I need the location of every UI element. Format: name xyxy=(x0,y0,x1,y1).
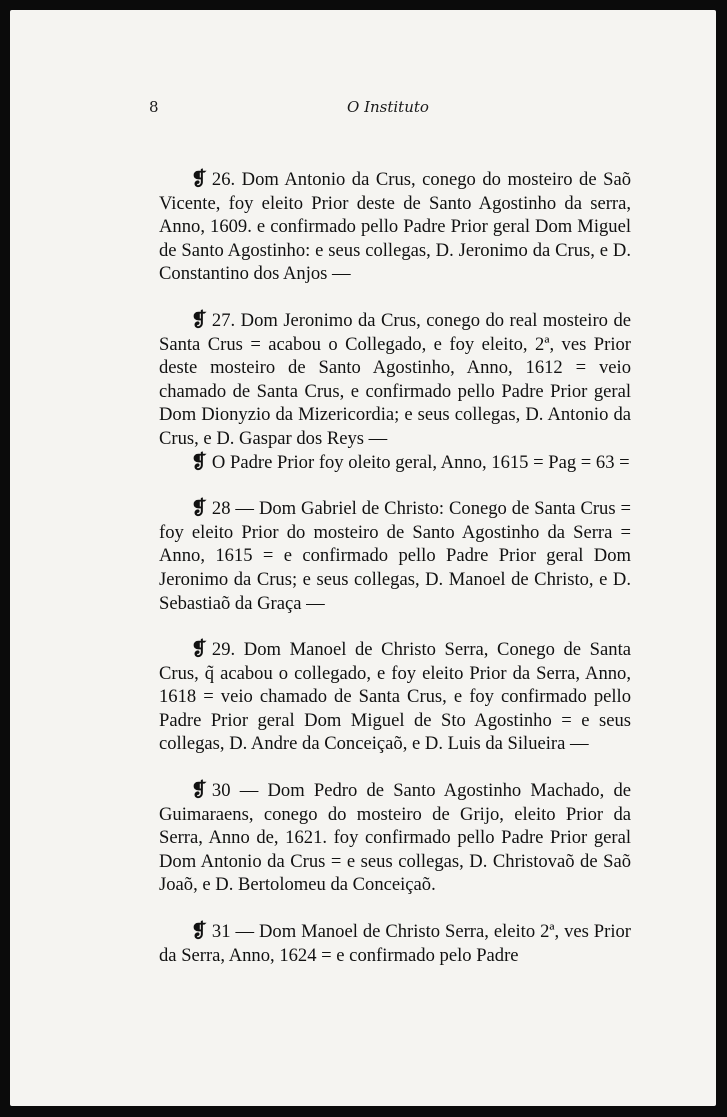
entry-text: 28 — Dom Gabriel de Christo: Conego de Santa Crus = foy eleito Prior do mosteiro de Santo Agostinho da Serra = Anno, 1615 = e confirmado pello Padre Prior geral Dom Jeronimo da Crus; e seus collegas, D. Manoel de Christo, e D. Sebastiaõ da Graça — xyxy=(159,498,631,614)
paragraph-mark-icon: ❡ xyxy=(191,498,207,520)
entry-27 xyxy=(159,309,631,451)
paragraph-mark-icon: ❡ xyxy=(191,309,207,331)
entry-note xyxy=(159,451,631,475)
entry-text: O Padre Prior foy oleito geral, Anno, 1615 = Pag = 63 = xyxy=(211,451,630,473)
running-title: O Instituto xyxy=(347,98,429,116)
paragraph-mark-icon: ❡ xyxy=(191,451,207,473)
entry-text: 26. Dom Antonio da Crus, conego do mosteiro de Saõ Vicente, foy eleito Prior deste de Santo Agostinho da serra, Anno, 1609. e confirmado pello Padre Prior geral Dom Miguel de Santo Agostinho: e seus collegas, D. Jeronimo da Crus, e D. Constantino dos Anjos — xyxy=(159,169,631,285)
paragraph-mark-icon: ❡ xyxy=(191,780,207,802)
text-block xyxy=(159,168,631,967)
entry-text: 27. Dom Jeronimo da Crus, conego do real mosteiro de Santa Crus = acabou o Collegado, e foy eleito, 2ª, ves Prior deste mosteiro de Santo Agostinho, Anno, 1612 = veio chamado de Santa Crus, e confirmado pello Padre Prior geral Dom Dionyzio da Mizericordia; e seus collegas, D. Antonio da Crus, e D. Gaspar dos Reys — xyxy=(159,309,631,449)
entry-26 xyxy=(159,168,631,286)
paragraph-mark-icon: ❡ xyxy=(191,921,207,943)
running-head xyxy=(0,98,727,120)
entry-30 xyxy=(159,779,631,897)
entry-text: 30 — Dom Pedro de Santo Agostinho Machado, de Guimaraens, conego do mosteiro de Grijo, eleito Prior da Serra, Anno de, 1621. foy confirmado pello Padre Prior geral Dom Antonio da Crus = e seus collegas, D. Christovaõ de Saõ Joaõ, e D. Bertolomeu da Conceiçaõ. xyxy=(159,780,631,896)
entry-text: 29. Dom Manoel de Christo Serra, Conego de Santa Crus, q̃ acabou o collegado, e foy eleito Prior da Serra, Anno, 1618 = veio chamado de Santa Crus, e foy confirmado pello Padre Prior geral Dom Miguel de Sto Agostinho = e seus collegas, D. Andre da Conceiçaõ, e D. Luis da Silueira — xyxy=(159,639,631,755)
paragraph-mark-icon: ❡ xyxy=(191,169,207,190)
entry-29 xyxy=(159,638,631,756)
entry-31 xyxy=(159,920,631,967)
page-number: 8 xyxy=(149,98,159,116)
entry-text: 31 — Dom Manoel de Christo Serra, eleito 2ª, ves Prior da Serra, Anno, 1624 = e confirmado pelo Padre xyxy=(159,921,631,966)
entry-28 xyxy=(159,497,631,615)
paragraph-mark-icon: ❡ xyxy=(191,639,207,661)
